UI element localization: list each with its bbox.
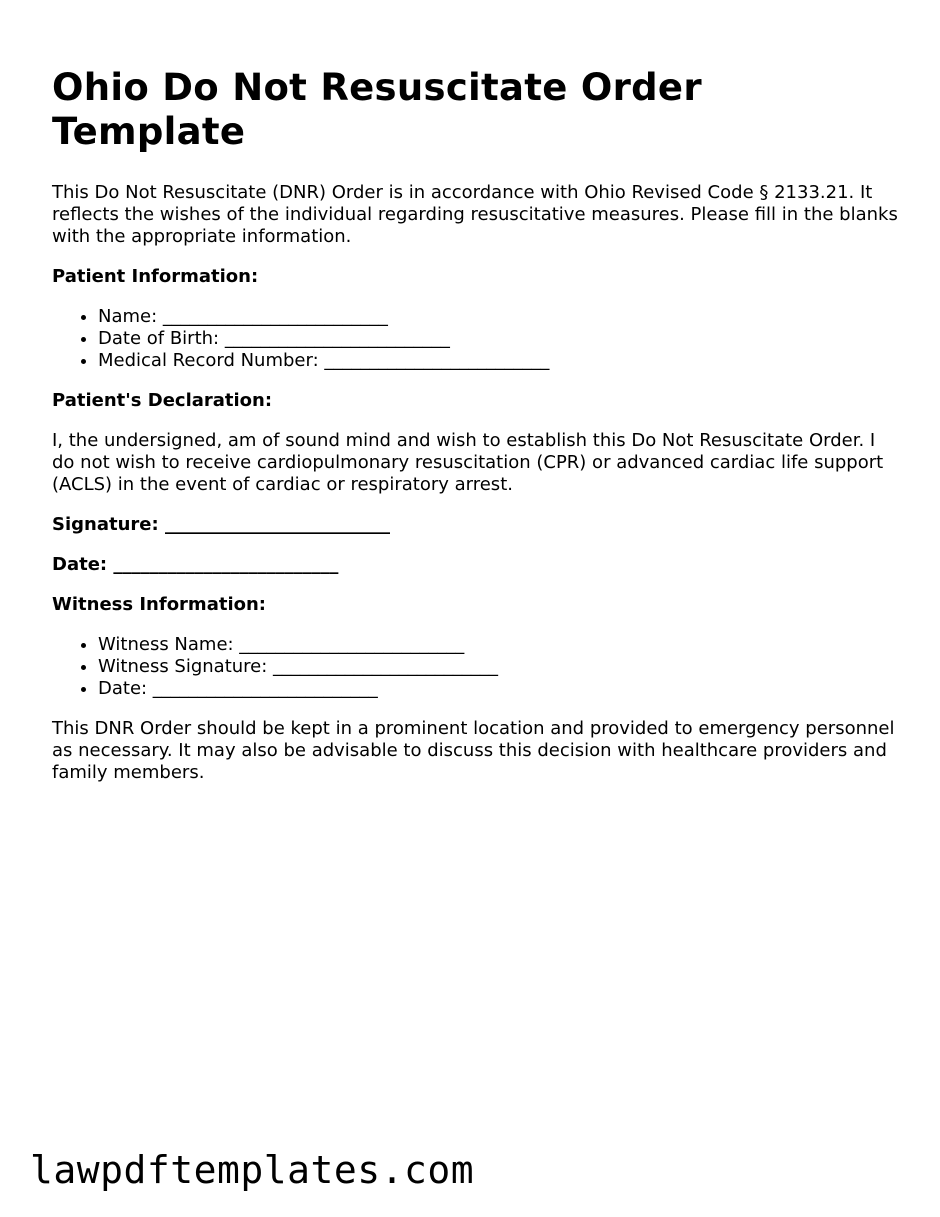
date-line [52,554,902,576]
signature-blank: _________________________ [164,514,390,535]
intro-paragraph: This Do Not Resuscitate (DNR) Order is in accordance with Ohio Revised Code § 2133.21. It reflects the wishes of the individual regarding resuscitative measures. Please fill in the blanks with the appropriate information. [52,182,898,247]
witness-signature-field: • Witness Signature: _________________________ [98,656,902,678]
footer-brand-watermark: lawpdftemplates.com [30,1148,475,1192]
page-title: Ohio Do Not Resuscitate Order Template [52,66,702,153]
patient-dob-field: • Date of Birth: _________________________ [98,328,902,350]
witness-date-field: • Date: _________________________ [98,678,902,700]
patient-name-field: • Name: _________________________ [98,306,902,328]
date-label: Date: [52,554,108,575]
patient-declaration-text: I, the undersigned, am of sound mind and wish to establish this Do Not Resuscitate Order. I do not wish to receive cardiopulmonary resuscitation (CPR) or advanced cardiac life support (ACLS) in the event of cardiac or respiratory arrest. [52,430,884,495]
patient-information-heading: Patient Information: [52,266,259,287]
patient-information-list [52,306,902,372]
patient-declaration-heading: Patient's Declaration: [52,390,273,411]
witness-name-field: • Witness Name: _________________________ [98,634,902,656]
witness-information-list [52,634,902,700]
closing-paragraph: This DNR Order should be kept in a prominent location and provided to emergency personnel as necessary. It may also be advisable to discuss this decision with healthcare providers and family members. [52,718,895,783]
document-body [52,66,902,802]
signature-line [52,514,902,536]
date-blank: _________________________ [113,554,339,575]
patient-mrn-field: • Medical Record Number: _________________________ [98,350,902,372]
witness-information-heading: Witness Information: [52,594,266,615]
signature-label: Signature: [52,514,159,535]
